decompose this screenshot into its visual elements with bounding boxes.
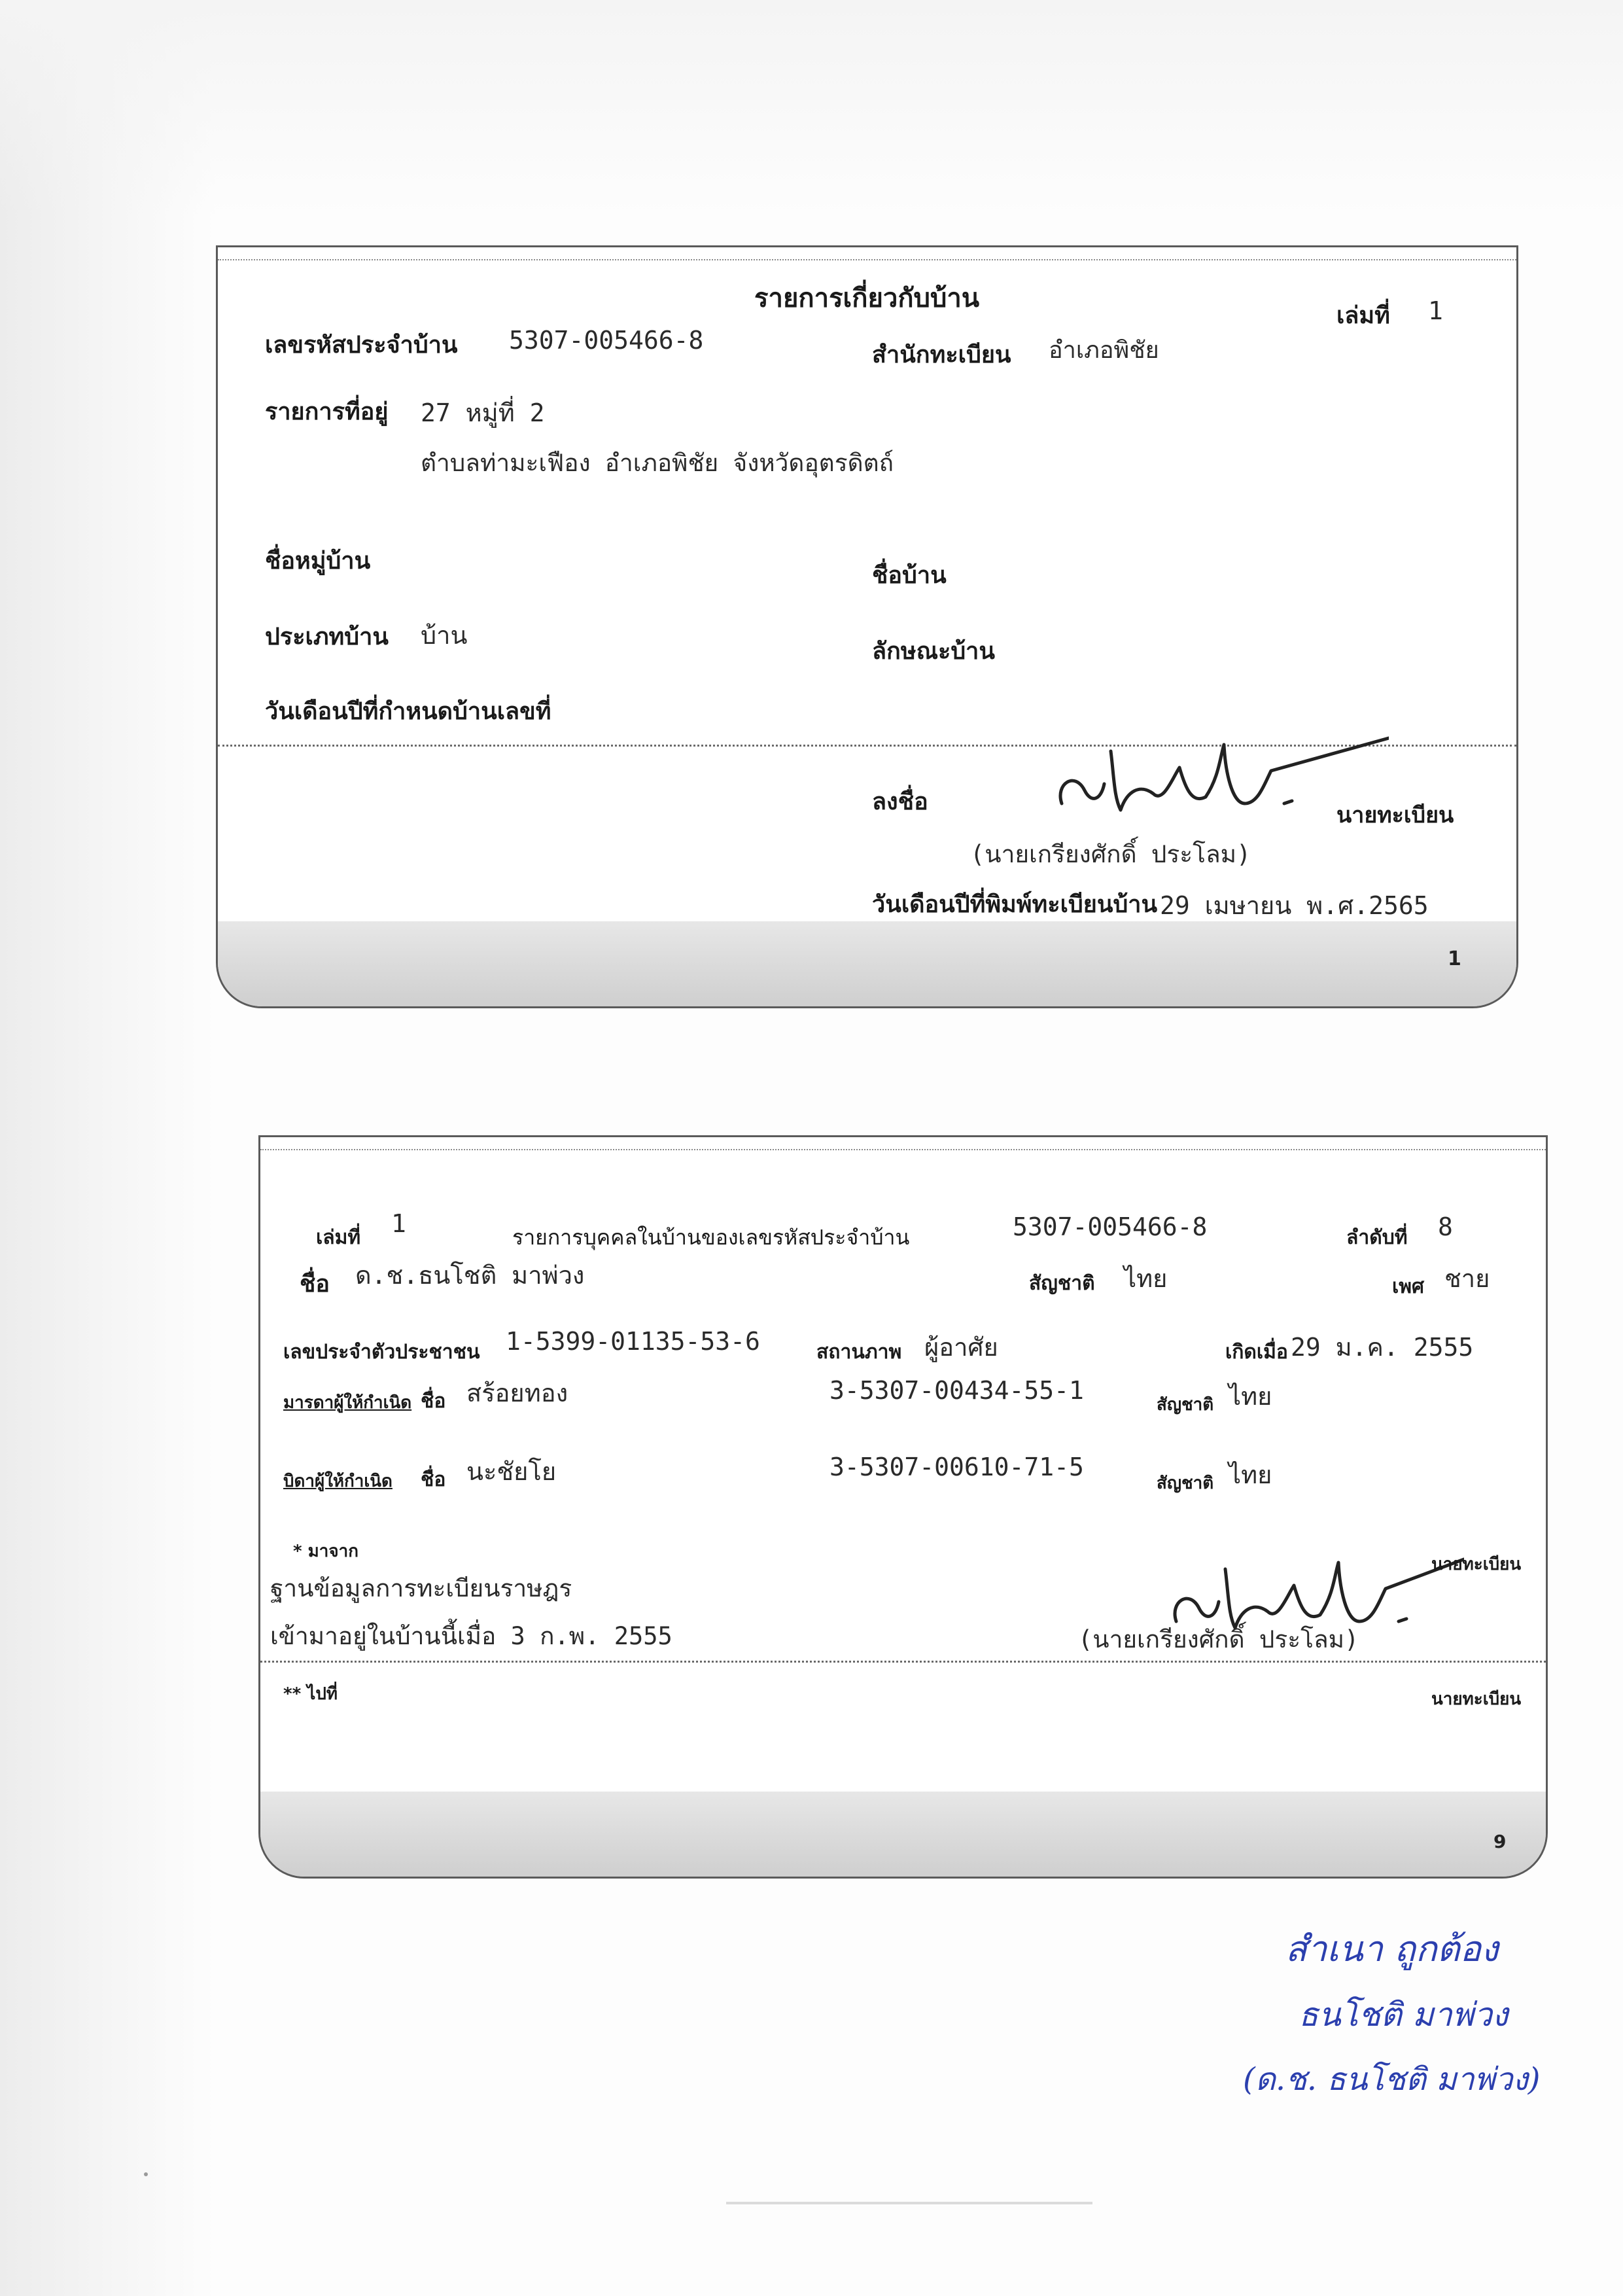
status-label: สถานภาพ <box>816 1341 902 1364</box>
mother-name-label: ชื่อ <box>421 1390 446 1413</box>
from-label: * มาจาก <box>293 1542 358 1561</box>
card-footer-band <box>218 921 1516 1006</box>
print-date-label: วันเดือนปีที่พิมพ์ทะเบียนบ้าน <box>872 891 1158 918</box>
mother-nationality-label: สัญชาติ <box>1157 1395 1214 1415</box>
nationality: ไทย <box>1124 1264 1168 1293</box>
sex: ชาย <box>1444 1264 1490 1293</box>
scan-shadow-left <box>0 0 216 2296</box>
village-name-label: ชื่อหมู่บ้าน <box>265 548 371 574</box>
scan-shadow-top <box>0 0 1623 216</box>
house-card-title: รายการเกี่ยวกับบ้าน <box>754 283 980 313</box>
address-line-2: ตำบลท่ามะเฟือง อำเภอพิชัย จังหวัดอุตรดิตถ์ <box>421 449 894 477</box>
house-code: 5307-005466-8 <box>1013 1212 1208 1241</box>
list-title: รายการบุคคลในบ้านของเลขรหัสประจำบ้าน <box>512 1225 910 1250</box>
registrar-title-2: นายทะเบียน <box>1431 1689 1522 1709</box>
father-nationality-label: สัญชาติ <box>1157 1474 1214 1493</box>
card-top-dotted <box>218 259 1516 260</box>
status: ผู้อาศัย <box>924 1333 998 1362</box>
book-number: 1 <box>391 1209 406 1238</box>
nationality-label: สัญชาติ <box>1029 1272 1095 1295</box>
house-code-label: เลขรหัสประจำบ้าน <box>265 332 458 359</box>
father-id: 3-5307-00610-71-5 <box>829 1453 1084 1481</box>
name-label: ชื่อ <box>300 1271 330 1298</box>
number-assigned-date-label: วันเดือนปีที่กำหนดบ้านเลขที่ <box>265 698 551 725</box>
person-info-card <box>258 1135 1548 1879</box>
registrar-title: นายทะเบียน <box>1336 802 1454 828</box>
scan-artifact <box>144 2172 148 2176</box>
registrar-name: (นายเกรียงศักดิ์ ประโลม) <box>970 840 1251 868</box>
order-number: 8 <box>1438 1212 1453 1241</box>
scan-artifact <box>726 2202 1092 2204</box>
book-number: 1 <box>1428 296 1443 325</box>
handwritten-signature-name: ธนโชติ มาพ่วง <box>1299 1996 1509 2034</box>
father-label: บิดาผู้ให้กำเนิด <box>283 1472 393 1491</box>
book-label: เล่มที่ <box>1336 302 1390 329</box>
handwritten-printed-name: (ด.ช. ธนโชติ มาพ่วง) <box>1243 2061 1541 2098</box>
card-footer-band <box>260 1792 1546 1877</box>
id-number: 1-5399-01135-53-6 <box>506 1327 760 1356</box>
to-label: ** ไปที่ <box>283 1684 338 1704</box>
registrar-title: นายทะเบียน <box>1431 1555 1522 1574</box>
registry-office-label: สำนักทะเบียน <box>872 342 1011 368</box>
page-number: 1 <box>1448 947 1461 970</box>
mother-nationality: ไทย <box>1229 1382 1272 1411</box>
mother-id: 3-5307-00434-55-1 <box>829 1376 1084 1405</box>
moved-in-date: เข้ามาอยู่ในบ้านนี้เมื่อ 3 ก.พ. 2555 <box>270 1622 672 1650</box>
mother-label: มารดาผู้ให้กำเนิด <box>283 1393 412 1413</box>
person-name: ด.ช.ธนโชติ มาพ่วง <box>355 1261 585 1290</box>
house-type-label: ประเภทบ้าน <box>265 624 389 650</box>
house-code: 5307-005466-8 <box>509 326 704 355</box>
address-label: รายการที่อยู่ <box>265 398 389 425</box>
address-line-1: 27 หมู่ที่ 2 <box>421 398 545 427</box>
father-name: นะชัยโย <box>466 1457 557 1486</box>
handwritten-certified-copy: สำเนา ถูกต้อง <box>1285 1928 1499 1969</box>
born-label: เกิดเมื่อ <box>1225 1341 1288 1364</box>
page-number: 9 <box>1493 1831 1507 1852</box>
from-value: ฐานข้อมูลการทะเบียนราษฎร <box>270 1574 572 1602</box>
sign-label: ลงชื่อ <box>872 788 928 815</box>
sex-label: เพศ <box>1392 1275 1425 1298</box>
section-divider <box>260 1661 1546 1663</box>
house-name-label: ชื่อบ้าน <box>872 562 947 589</box>
house-character-label: ลักษณะบ้าน <box>872 638 995 665</box>
registrar-name: (นายเกรียงศักดิ์ ประโลม) <box>1078 1625 1359 1653</box>
house-info-card <box>216 245 1518 1008</box>
father-name-label: ชื่อ <box>421 1468 446 1491</box>
registry-office: อำเภอพิชัย <box>1049 337 1159 364</box>
book-label: เล่มที่ <box>316 1226 361 1249</box>
mother-name: สร้อยทอง <box>466 1379 568 1407</box>
card-top-dotted <box>260 1149 1546 1150</box>
id-label: เลขประจำตัวประชาชน <box>283 1341 480 1364</box>
print-date: 29 เมษายน พ.ศ.2565 <box>1160 891 1429 920</box>
born-date: 29 ม.ค. 2555 <box>1291 1333 1474 1362</box>
father-nationality: ไทย <box>1229 1460 1272 1489</box>
order-label: ลำดับที่ <box>1346 1226 1408 1249</box>
house-type: บ้าน <box>421 621 468 650</box>
